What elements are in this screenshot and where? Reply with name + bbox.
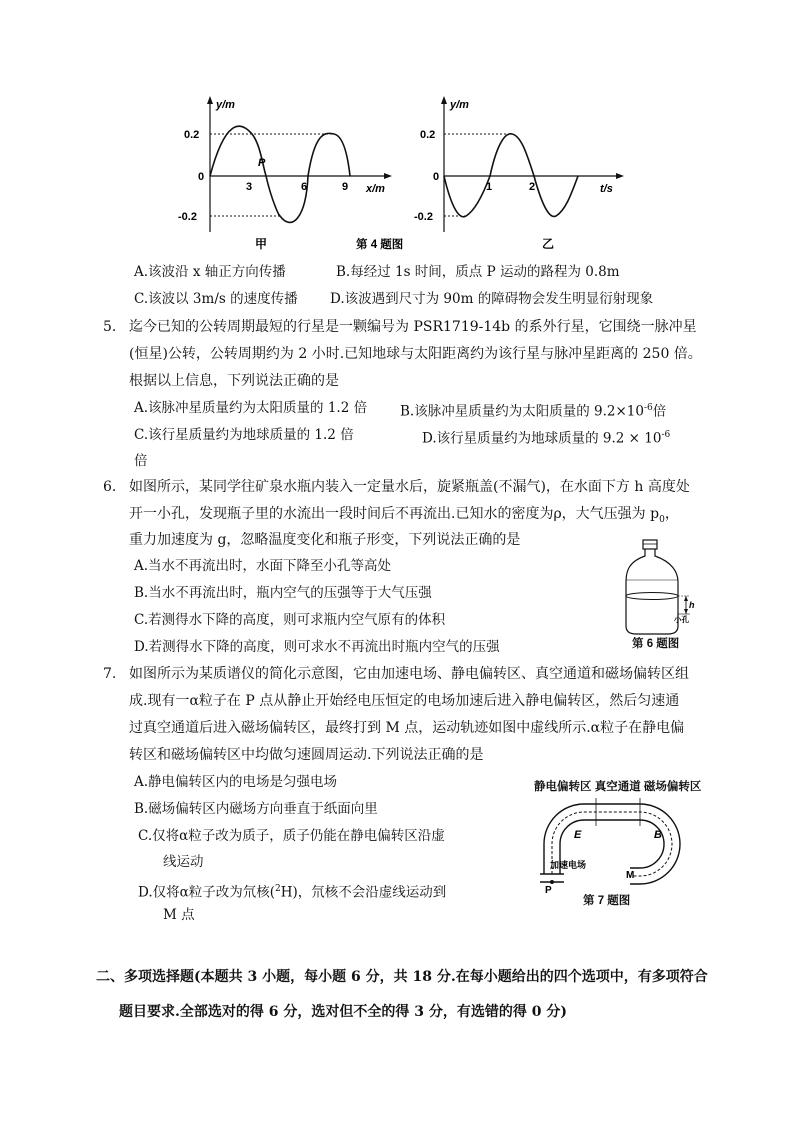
fig7-b-label: B [654, 829, 662, 841]
q5-option-b-tail: 倍 [652, 403, 667, 420]
jia-origin: 0 [198, 171, 205, 183]
q6-stem-line2-tail: ， [664, 506, 679, 522]
q7-option-c-line2: 线运动 [163, 854, 204, 870]
graph-jia [207, 96, 392, 232]
q4-option-d: D.该波遇到尺寸为 90m 的障碍物会发生明显衍射现象 [330, 291, 654, 307]
q5-option-d [422, 426, 670, 448]
jia-caption: 甲 [255, 237, 268, 251]
jia-tick-bottom: -0.2 [178, 211, 197, 223]
jia-tick-3: 3 [246, 181, 253, 193]
q6-option-d: D.若测得水下降的高度，则可求水不再流出时瓶内空气的压强 [134, 639, 500, 655]
fig4-caption: 第 4 题图 [356, 239, 404, 251]
q5-option-a: A.该脉冲星质量约为太阳质量的 1.2 倍 [134, 400, 368, 416]
q7-option-c-line1: C.仅将α粒子改为质子，质子仍能在静电偏转区沿虚 [138, 828, 445, 844]
q5-option-c: C.该行星质量约为地球质量的 1.2 倍 [134, 427, 354, 443]
q7-number: 7. [103, 666, 117, 682]
yi-tick-top: 0.2 [420, 129, 436, 141]
graph-yi [441, 96, 624, 232]
q5-option-b-exponent: -6 [643, 403, 653, 413]
q5-option-d-exponent: -6 [661, 430, 671, 440]
q6-option-c: C.若测得水下降的高度，则可求瓶内空气原有的体积 [134, 612, 446, 628]
q6-p0-subscript: 0 [659, 514, 665, 525]
q5-option-b [400, 399, 666, 421]
q7-option-d-line1 [138, 880, 446, 902]
q6-number: 6. [103, 479, 117, 495]
jia-point-p: P [258, 157, 266, 169]
fig7-accel-label: 加速电场 [550, 860, 587, 870]
yi-tick-1: 1 [486, 181, 493, 193]
fig6-h-label: h [689, 600, 695, 610]
jia-tick-top: 0.2 [184, 129, 200, 141]
q4-option-a: A.该波沿 x 轴正方向传播 [134, 264, 286, 280]
fig7-p-label: P [545, 885, 552, 894]
q7-stem-line3: 过真空通道后进入磁场偏转区，最终打到 M 点，运动轨迹如图中虚线所示.α粒子在静电偏 [129, 720, 685, 736]
jia-y-axis-label: y/m [216, 99, 235, 111]
q6-stem-line3: 重力加速度为 g，忽略温度变化和瓶子形变，下列说法正确的是 [129, 532, 521, 548]
yi-caption: 乙 [542, 237, 555, 251]
q5-number: 5. [103, 319, 117, 335]
jia-tick-9: 9 [342, 181, 349, 193]
yi-tick-bottom: -0.2 [414, 211, 433, 223]
fig7-caption: 第 7 题图 [583, 895, 631, 907]
q7-option-d-tail: H)，氘核不会沿虚线运动到 [280, 884, 447, 901]
q5-option-b-text: B.该脉冲星质量约为太阳质量的 9.2×10 [400, 403, 644, 420]
section-2-heading: 二、多项选择题(本题共 3 小题，每小题 6 分，共 18 分.在每小题给出的四个选项中，有多项符合 [96, 969, 708, 985]
q5-stem-line1: 迄今已知的公转周期最短的行星是一颗编号为 PSR1719-14b 的系外行星，它围绕一脉冲星 [129, 319, 697, 335]
jia-x-axis-label: x/m [366, 183, 385, 195]
figure-6-bottle [618, 538, 698, 648]
q6-option-a: A.当水不再流出时，水面下降至小孔等高处 [134, 558, 392, 574]
q7-stem-line1: 如图所示为某质谱仪的简化示意图，它由加速电场、静电偏转区、真空通道和磁场偏转区组 [129, 666, 689, 682]
q6-option-b: B.当水不再流出时，瓶内空气的压强等于大气压强 [134, 585, 432, 601]
fig6-caption: 第 6 题图 [632, 638, 680, 650]
fig6-hole-label: 小孔 [674, 615, 689, 624]
q7-option-a: A.静电偏转区内的电场是匀强电场 [134, 774, 338, 790]
q7-stem-line2: 成.现有一α粒子在 P 点从静止开始经电压恒定的电场加速后进入静电偏转区，然后匀速通 [129, 693, 680, 709]
q6-stem-line2-text: 开一小孔，发现瓶子里的水流出一段时间后不再流出.已知水的密度为ρ，大气压强为 p [129, 506, 660, 522]
q7-option-d-line2: M 点 [163, 907, 195, 923]
yi-origin: 0 [433, 171, 440, 183]
q7-option-d-text: D.仅将α粒子改为氘核( [138, 884, 276, 901]
yi-tick-2: 2 [529, 181, 536, 193]
q7-option-b: B.磁场偏转区内磁场方向垂直于纸面向里 [134, 801, 378, 817]
q5-option-d-text: D.该行星质量约为地球质量的 9.2 × 10 [422, 430, 662, 447]
q5-stem-line3: 根据以上信息，下列说法正确的是 [129, 373, 339, 389]
yi-x-axis-label: t/s [600, 183, 613, 195]
section-2-heading-line2: 题目要求.全部选对的得 6 分，选对但不全的得 3 分，有选错的得 0 分) [119, 1004, 567, 1020]
fig7-e-label: E [574, 829, 582, 841]
q5-option-d-tail: 倍 [134, 453, 148, 469]
fig7-m-label: M [626, 870, 635, 881]
q6-stem-line1: 如图所示，某同学往矿泉水瓶内装入一定量水后，旋紧瓶盖(不漏气)，在水面下方 h 高度处 [129, 479, 690, 495]
yi-y-axis-label: y/m [450, 99, 469, 111]
figure-7-spectrometer [530, 794, 710, 894]
q6-stem-line2 [129, 505, 679, 529]
figure-4 [170, 92, 630, 252]
q7-option-d-sup: 2 [275, 884, 281, 894]
q4-option-b: B.每经过 1s 时间，质点 P 运动的路程为 0.8m [336, 264, 620, 280]
fig7-top-labels: 静电偏转区 真空通道 磁场偏转区 [534, 781, 702, 793]
jia-tick-6: 6 [301, 181, 308, 193]
q7-stem-line4: 转区和磁场偏转区中均做匀速圆周运动.下列说法正确的是 [129, 747, 484, 763]
q4-option-c: C.该波以 3m/s 的速度传播 [134, 291, 298, 307]
q5-stem-line2: (恒星)公转，公转周期约为 2 小时.已知地球与太阳距离约为该行星与脉冲星距离的 250 倍。 [129, 346, 702, 362]
